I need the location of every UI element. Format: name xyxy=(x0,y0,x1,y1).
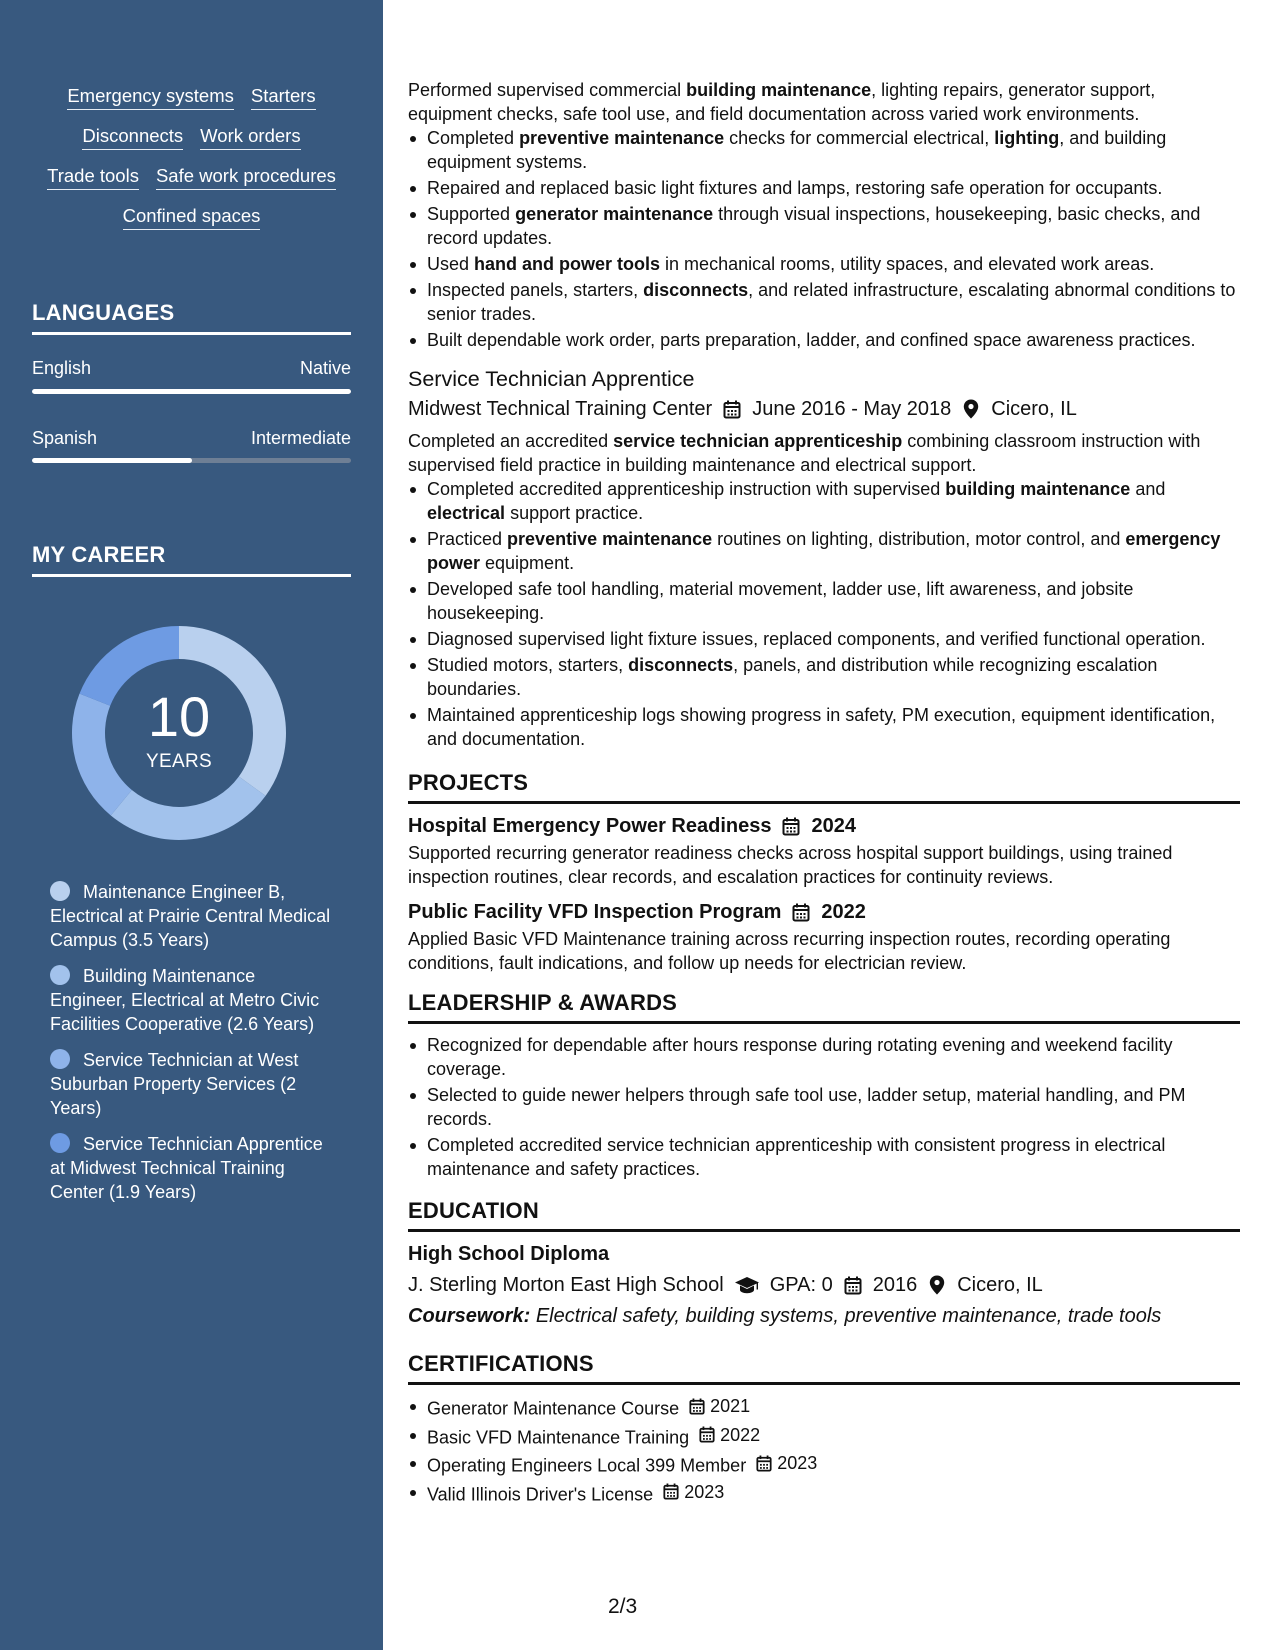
certification-item xyxy=(408,1423,1240,1450)
school-location: Cicero, IL xyxy=(957,1274,1043,1296)
language-row xyxy=(32,358,351,379)
job-summary: Completed an accredited service technician apprenticeship combining classroom instruction with supervised field practice in building maintenance and electrical support. xyxy=(408,431,1201,475)
language-row xyxy=(32,428,351,449)
job-bullet: Developed safe tool handling, material movement, ladder use, lift awareness, and jobsite housekeeping. xyxy=(408,577,1240,625)
certification-name: Operating Engineers Local 399 Member xyxy=(427,1455,747,1476)
project-title: Public Facility VFD Inspection Program xyxy=(408,901,782,923)
certification-item xyxy=(408,1451,1240,1478)
language-proficiency-fill xyxy=(32,458,192,463)
leadership-bullet: Recognized for dependable after hours response during rotating evening and weekend facility coverage. xyxy=(408,1033,1240,1081)
skill-tag: Trade tools xyxy=(47,164,139,190)
calendar-icon xyxy=(781,816,801,836)
project-description: Supported recurring generator readiness checks across hospital support buildings, using trained inspection routines, clear records, and escalation practices for continuity reviews. xyxy=(408,843,1173,887)
career-donut-chart xyxy=(66,620,292,846)
company-name: Midwest Technical Training Center xyxy=(408,398,713,420)
certifications-heading: CERTIFICATIONS xyxy=(408,1350,1240,1385)
education-heading: EDUCATION xyxy=(408,1197,1240,1232)
career-legend-dot xyxy=(50,965,70,985)
job-meta xyxy=(408,395,1240,423)
career-item-text: Service Technician Apprentice at Midwest Technical Training Center (1.9 Years) xyxy=(50,1134,323,1202)
leadership-heading: LEADERSHIP & AWARDS xyxy=(408,989,1240,1024)
job-bullets xyxy=(408,126,1240,352)
career-item-text: Maintenance Engineer B, Electrical at Prairie Central Medical Campus (3.5 Years) xyxy=(50,882,331,950)
language-proficiency-bar xyxy=(32,389,351,394)
degree-title: High School Diploma xyxy=(408,1243,610,1265)
coursework-label: Coursework: xyxy=(408,1305,531,1327)
coursework-text: Electrical safety, building systems, preventive maintenance, trade tools xyxy=(535,1305,1162,1327)
location-pin-icon xyxy=(927,1275,947,1295)
project-title-row xyxy=(408,813,1240,839)
project-title-row xyxy=(408,899,1240,925)
leadership-bullet: Completed accredited service technician apprenticeship with consistent progress in electrical maintenance and safety practices. xyxy=(408,1133,1240,1181)
project-year: 2024 xyxy=(811,815,856,837)
calendar-icon xyxy=(697,1425,717,1445)
language-level: Intermediate xyxy=(250,428,351,448)
calendar-icon xyxy=(791,902,811,922)
calendar-icon xyxy=(843,1275,863,1295)
certification-year: 2022 xyxy=(720,1424,761,1445)
school-name: J. Sterling Morton East High School xyxy=(408,1274,724,1296)
location-pin-icon xyxy=(961,399,981,419)
career-legend-dot xyxy=(50,1133,70,1153)
skill-tag: Work orders xyxy=(200,124,300,150)
certification-name: Valid Illinois Driver's License xyxy=(427,1484,654,1504)
certification-item xyxy=(408,1480,1240,1507)
certification-item xyxy=(408,1394,1240,1421)
job-dates: June 2016 - May 2018 xyxy=(752,398,952,420)
sidebar xyxy=(0,0,383,1650)
skill-tag: Safe work procedures xyxy=(156,164,336,190)
graduation-year: 2016 xyxy=(872,1274,918,1296)
career-item xyxy=(50,964,335,1036)
career-donut-center xyxy=(66,620,292,846)
certification-year: 2021 xyxy=(710,1396,751,1416)
job-summary: Performed supervised commercial building maintenance, lighting repairs, generator support, equipment checks, safe tool use, and field documentation across varied work environments. xyxy=(408,80,1156,124)
leadership-bullets xyxy=(408,1033,1240,1181)
gpa: GPA: 0 xyxy=(769,1274,833,1296)
skill-tag: Starters xyxy=(251,84,316,110)
job-bullet: Diagnosed supervised light fixture issues, replaced components, and verified functional operation. xyxy=(408,627,1240,651)
career-heading: MY CAREER xyxy=(32,542,351,577)
skill-tag: Disconnects xyxy=(82,124,183,150)
career-item-text: Service Technician at West Suburban Property Services (2 Years) xyxy=(50,1050,299,1118)
skill-tag: Emergency systems xyxy=(67,84,234,110)
calendar-icon xyxy=(687,1396,707,1416)
leadership-bullet: Selected to guide newer helpers through safe tool use, ladder setup, material handling, and PM records. xyxy=(408,1083,1240,1131)
language-name: English xyxy=(32,358,92,378)
calendar-icon xyxy=(722,399,742,419)
calendar-icon xyxy=(754,1453,774,1473)
career-legend-dot xyxy=(50,1049,70,1069)
job-bullet: Maintained apprenticeship logs showing progress in safety, PM execution, equipment identification, and documentation. xyxy=(408,703,1240,751)
calendar-icon xyxy=(661,1482,681,1502)
certifications-list xyxy=(408,1394,1240,1506)
career-item-text: Building Maintenance Engineer, Electrical at Metro Civic Facilities Cooperative (2.6 Years) xyxy=(50,966,320,1034)
career-total-years: 10 xyxy=(147,685,211,748)
job-bullet: Practiced preventive maintenance routines on lighting, distribution, motor control, and emergency power equipment. xyxy=(408,527,1240,575)
job-bullet: Supported generator maintenance through visual inspections, housekeeping, basic checks, and record updates. xyxy=(408,202,1240,250)
job-bullet: Studied motors, starters, disconnects, panels, and distribution while recognizing escalation boundaries. xyxy=(408,653,1240,701)
skill-tag: Confined spaces xyxy=(123,204,261,230)
certification-year: 2023 xyxy=(684,1481,725,1502)
graduation-cap-icon xyxy=(734,1275,760,1295)
career-total-unit: YEARS xyxy=(146,751,212,772)
page-number: 2/3 xyxy=(608,1595,638,1618)
language-level: Native xyxy=(299,358,351,378)
certification-name: Basic VFD Maintenance Training xyxy=(427,1427,690,1447)
certification-name: Generator Maintenance Course xyxy=(427,1398,680,1419)
project-description: Applied Basic VFD Maintenance training across recurring inspection routes, recording operating conditions, fault indications, and follow up needs for electrician review. xyxy=(408,929,1171,973)
job-bullet: Repaired and replaced basic light fixtures and lamps, restoring safe operation for occupants. xyxy=(408,176,1240,200)
job-bullet: Completed preventive maintenance checks for commercial electrical, lighting, and building equipment systems. xyxy=(408,126,1240,174)
language-proficiency-bar xyxy=(32,458,351,463)
career-list xyxy=(50,880,335,1216)
education-meta xyxy=(408,1271,1240,1299)
career-item xyxy=(50,880,335,952)
coursework xyxy=(408,1302,1240,1330)
project-year: 2022 xyxy=(821,901,866,923)
job-bullet: Used hand and power tools in mechanical rooms, utility spaces, and elevated work areas. xyxy=(408,252,1240,276)
career-item xyxy=(50,1132,335,1204)
job-bullet: Completed accredited apprenticeship instruction with supervised building maintenance and electrical support practice. xyxy=(408,477,1240,525)
projects-heading: PROJECTS xyxy=(408,769,1240,804)
career-item xyxy=(50,1048,335,1120)
project-title: Hospital Emergency Power Readiness xyxy=(408,815,772,837)
certification-year: 2023 xyxy=(777,1453,818,1473)
job-bullets xyxy=(408,477,1240,751)
job-title: Service Technician Apprentice xyxy=(408,367,695,391)
career-legend-dot xyxy=(50,881,70,901)
job-location: Cicero, IL xyxy=(991,398,1077,420)
language-name: Spanish xyxy=(32,428,98,448)
main-content xyxy=(408,78,1240,1508)
language-proficiency-fill xyxy=(32,389,351,394)
languages-heading: LANGUAGES xyxy=(32,300,351,335)
job-bullet: Inspected panels, starters, disconnects, and related infrastructure, escalating abnormal conditions to senior trades. xyxy=(408,278,1240,326)
skills-list xyxy=(32,84,351,230)
job-bullet: Built dependable work order, parts preparation, ladder, and confined space awareness practices. xyxy=(408,328,1240,352)
